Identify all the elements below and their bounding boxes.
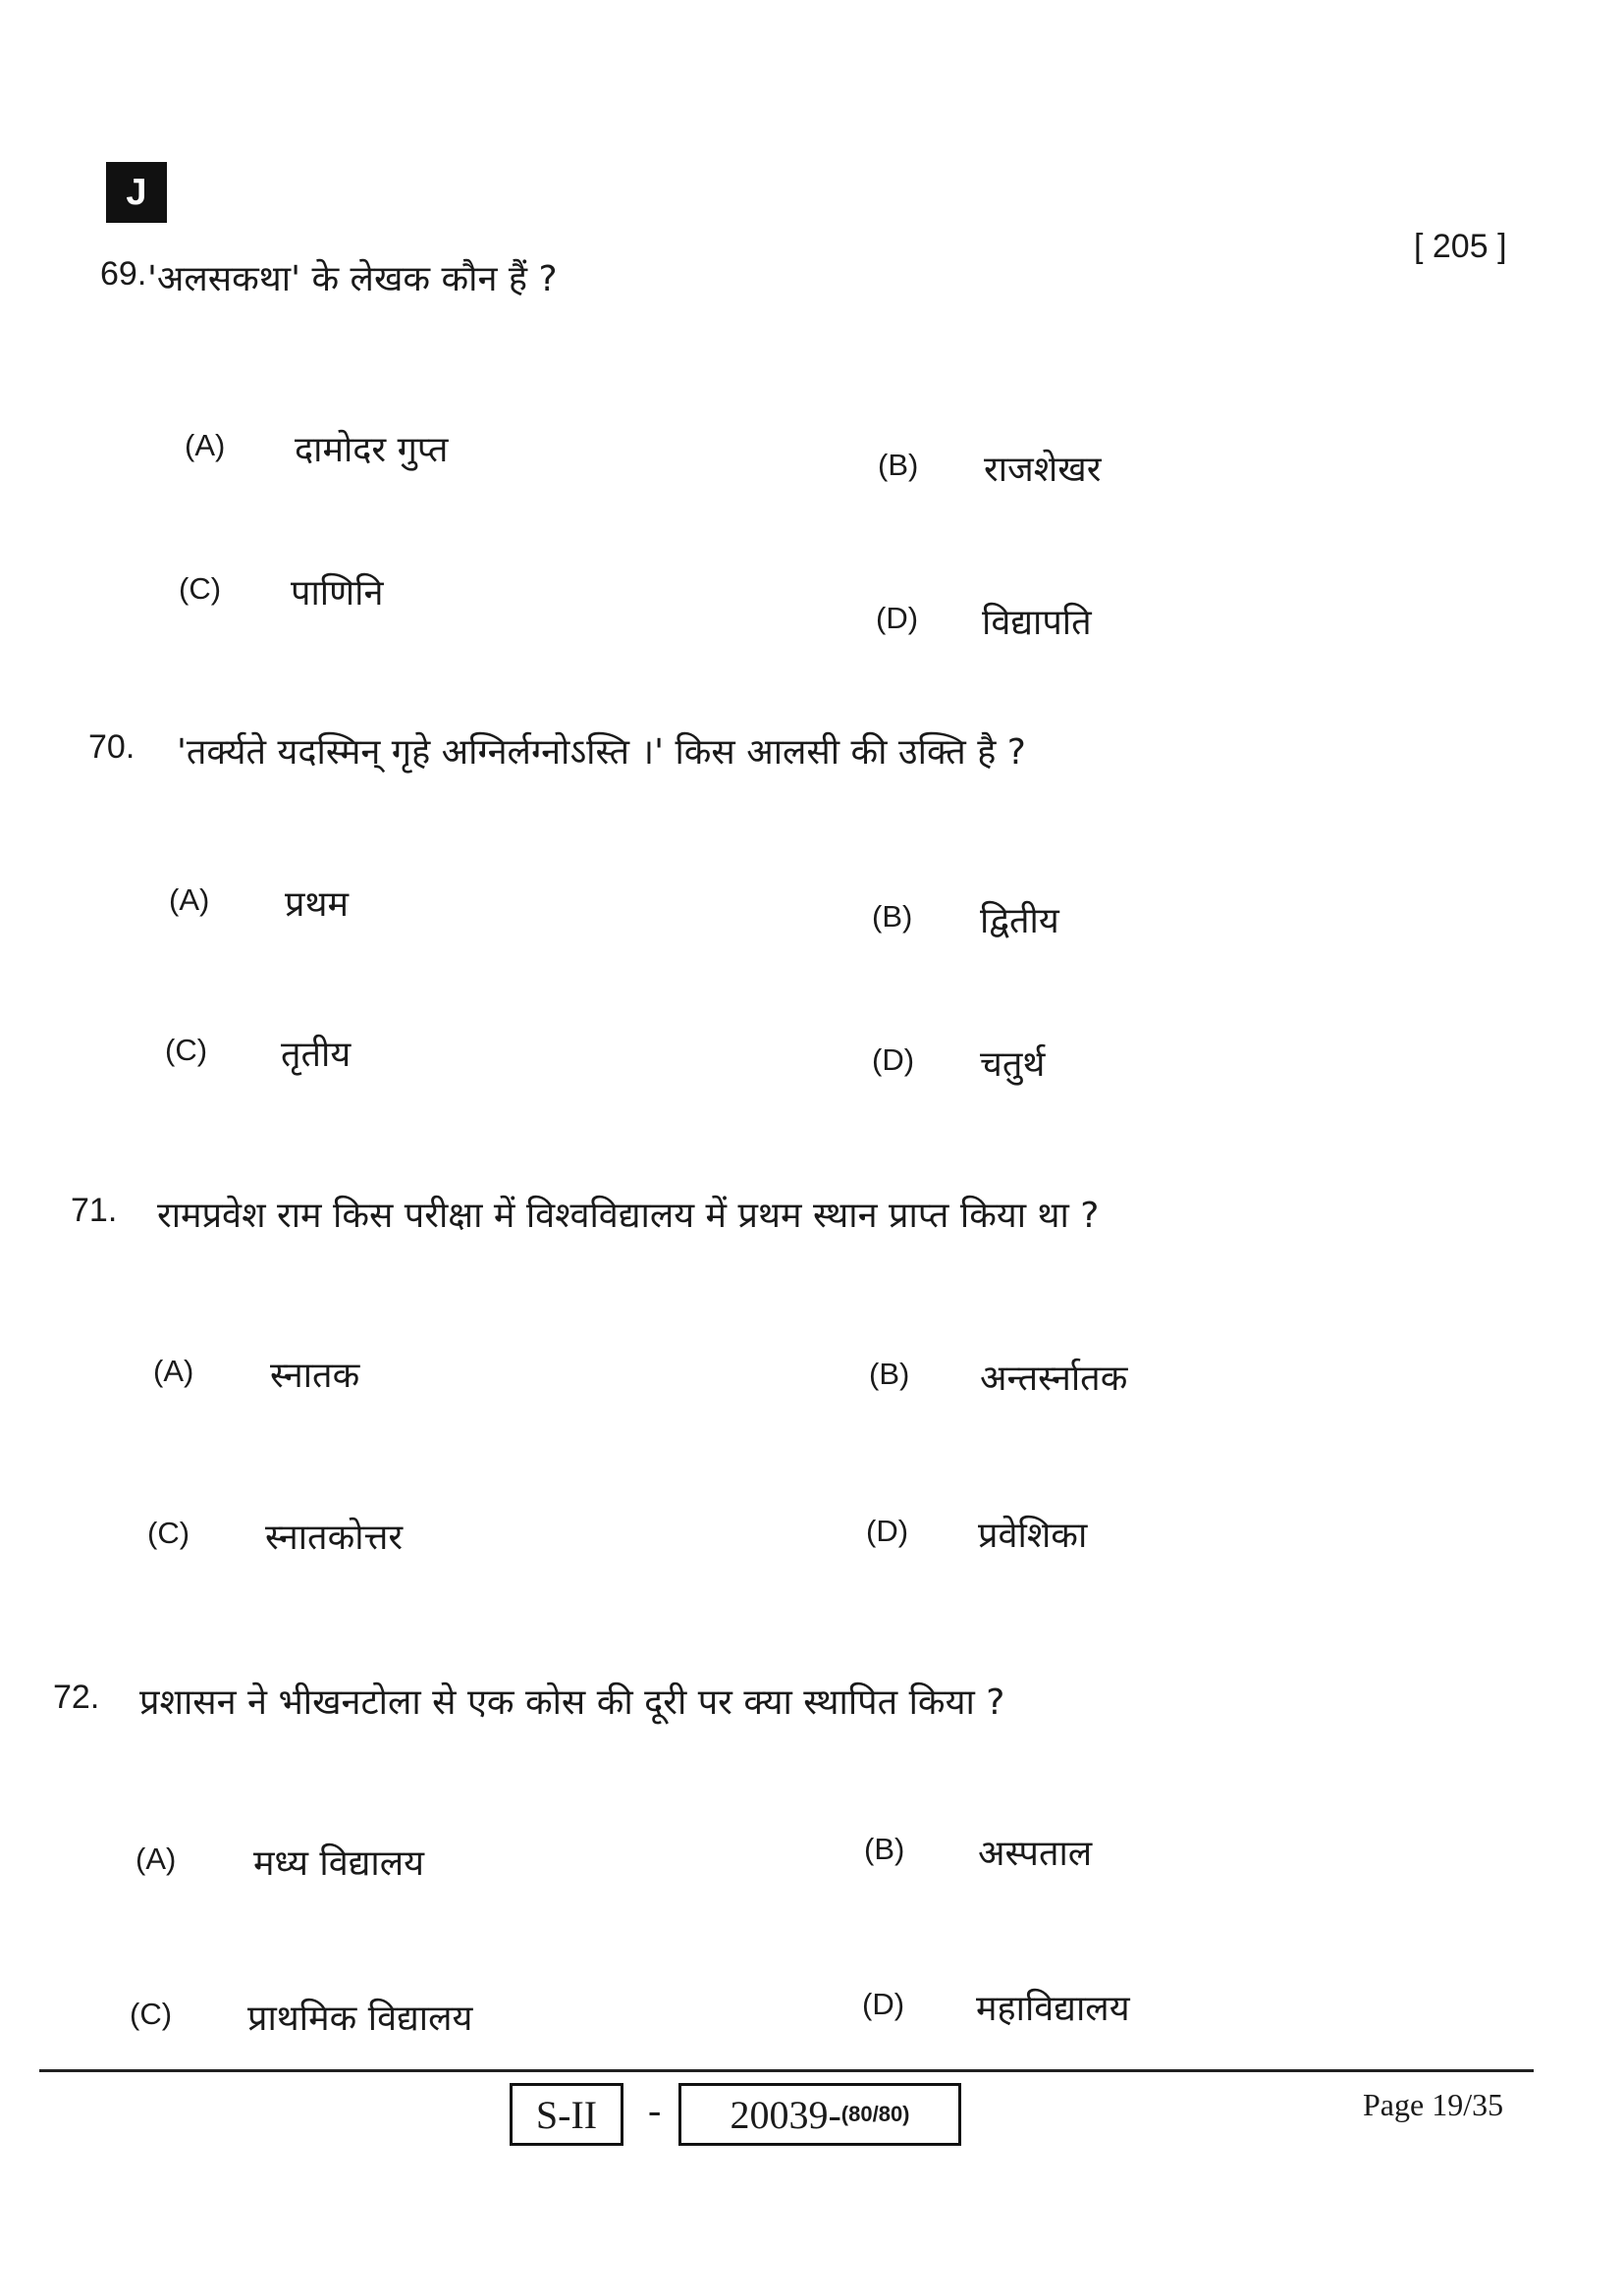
- option-label: (D): [872, 1042, 915, 1077]
- option-label: (C): [147, 1516, 190, 1550]
- option-label: (B): [864, 1832, 905, 1866]
- paper-sub-code: (80/80): [840, 2102, 910, 2126]
- option-text: अस्पताल: [978, 1834, 1093, 1874]
- option-label: (A): [169, 882, 210, 917]
- option-label: (C): [179, 571, 222, 606]
- option-label: (D): [876, 601, 919, 635]
- option-text: तृतीय: [281, 1035, 352, 1075]
- paper-code: 20039-: [730, 2092, 841, 2137]
- set-code-badge: J: [106, 162, 167, 223]
- option-text: स्नातक: [270, 1356, 360, 1396]
- question-number: 72.: [53, 1679, 100, 1716]
- option-label: (A): [135, 1842, 177, 1876]
- series-box: S-II: [510, 2083, 623, 2146]
- option-label: (D): [862, 1987, 905, 2021]
- option-text: महाविद्यालय: [976, 1989, 1130, 2029]
- option-text: प्रवेशिका: [978, 1516, 1088, 1556]
- option-label: (A): [153, 1354, 194, 1388]
- option-label: (C): [130, 1997, 173, 2031]
- option-text: विद्यापति: [982, 603, 1092, 643]
- option-label: (D): [866, 1514, 909, 1548]
- option-text: मध्य विद्यालय: [253, 1843, 425, 1884]
- option-text: चतुर्थ: [980, 1044, 1046, 1085]
- footer-dash: -: [648, 2088, 662, 2132]
- question-text: 'अलसकथा' के लेखक कौन हैं ?: [147, 259, 558, 299]
- question-text: 'तर्क्यते यदस्मिन् गृहे अग्निर्लग्नोऽस्ति ।' किस आलसी की उक्ति है ?: [177, 732, 1026, 773]
- page-number: Page 19/35: [1363, 2087, 1504, 2122]
- question-number: 71.: [71, 1192, 118, 1229]
- option-label: (C): [165, 1033, 208, 1067]
- question-number: 69.: [100, 255, 147, 293]
- footer-divider: [39, 2069, 1534, 2072]
- option-text: द्वितीय: [980, 901, 1059, 941]
- option-label: (B): [869, 1357, 910, 1391]
- paper-code-box: [678, 2083, 961, 2146]
- option-label: (B): [878, 448, 919, 482]
- question-text: रामप्रवेश राम किस परीक्षा में विश्वविद्यालय में प्रथम स्थान प्राप्त किया था ?: [157, 1196, 1100, 1236]
- question-number: 70.: [88, 728, 135, 766]
- option-text: प्रथम: [285, 884, 350, 925]
- option-text: दामोदर गुप्त: [295, 430, 449, 470]
- option-text: पाणिनि: [291, 573, 384, 614]
- option-text: प्राथमिक विद्यालय: [247, 1999, 473, 2039]
- option-label: (B): [872, 899, 913, 934]
- option-text: राजशेखर: [984, 450, 1102, 490]
- question-text: प्रशासन ने भीखनटोला से एक कोस की दूरी पर क्या स्थापित किया ?: [139, 1682, 1005, 1723]
- option-text: अन्तर्स्नातक: [980, 1359, 1128, 1399]
- option-label: (A): [185, 428, 226, 462]
- option-text: स्नातकोत्तर: [265, 1518, 404, 1558]
- page-code: [ 205 ]: [1414, 228, 1507, 265]
